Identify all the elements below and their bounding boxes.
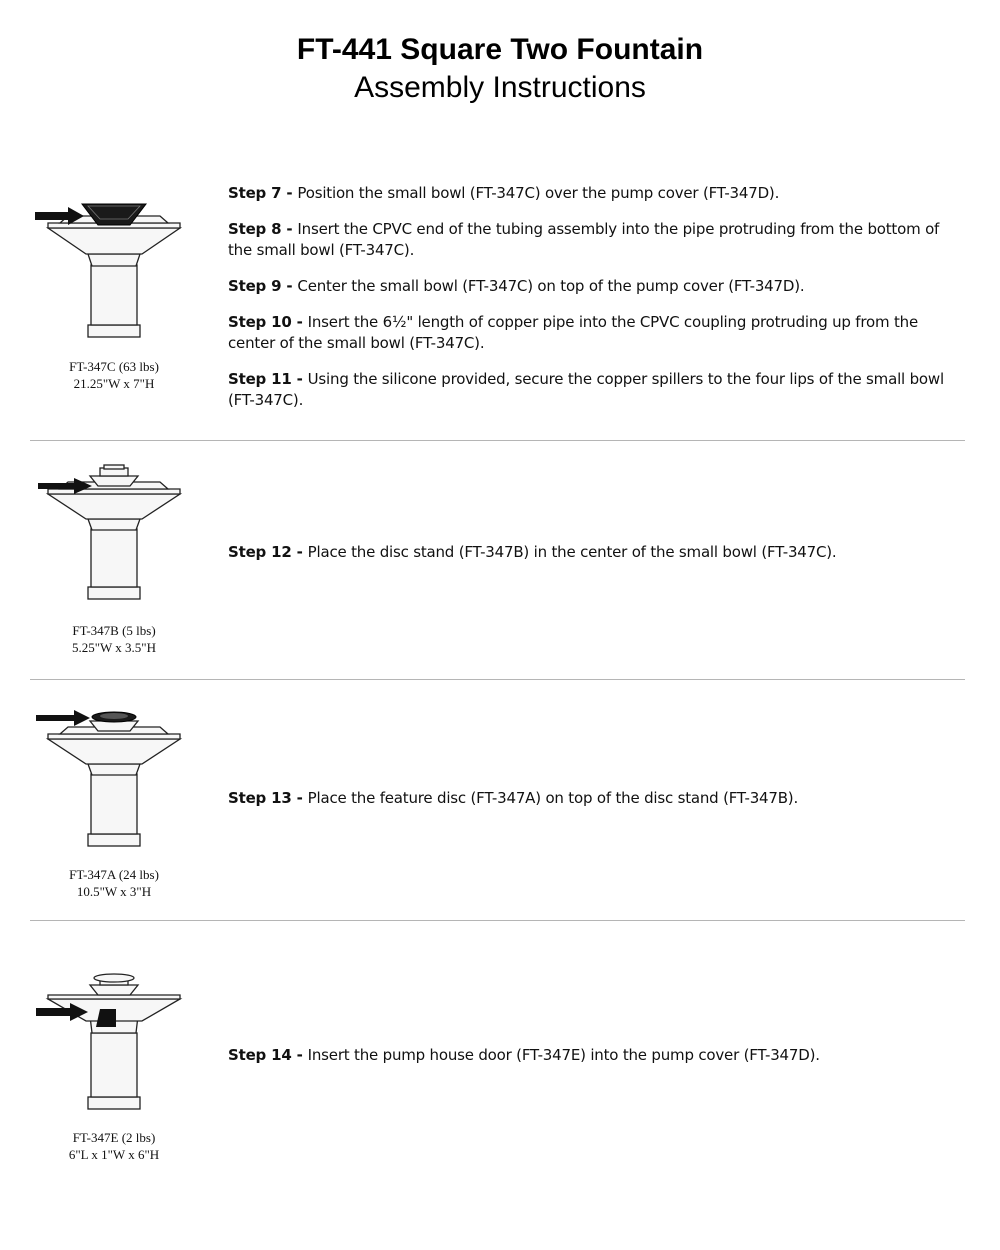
page-title: FT-441 Square Two Fountain <box>296 33 704 66</box>
step-number: Step 8 - <box>228 220 298 238</box>
steps-list <box>228 542 958 578</box>
steps-list <box>228 788 958 824</box>
part-caption-ft347e <box>30 1129 198 1163</box>
step-13 <box>228 788 958 809</box>
step-10 <box>228 312 958 354</box>
step-number: Step 11 - <box>228 370 308 388</box>
step-14 <box>228 1045 958 1066</box>
part-caption-ft347b <box>30 622 198 656</box>
part-label: FT-347B (5 lbs) <box>72 623 156 638</box>
part-label: FT-347E (2 lbs) <box>72 1130 156 1145</box>
step-text: Insert the CPVC end of the tubing assembly into the pipe protruding from the bottom of the small bowl (FT-347C). <box>228 220 940 259</box>
step-7 <box>228 183 958 204</box>
step-number: Step 7 - <box>228 184 298 202</box>
fountain-illustration-disc-stand <box>30 463 200 608</box>
step-text: Position the small bowl (FT-347C) over the pump cover (FT-347D). <box>297 184 780 202</box>
step-number: Step 12 - <box>228 543 308 561</box>
assembly-section-small-bowl <box>0 0 1000 440</box>
step-number: Step 13 - <box>228 789 308 807</box>
part-label: FT-347C (63 lbs) <box>69 359 159 374</box>
step-text: Insert the pump house door (FT-347E) into the pump cover (FT-347D). <box>307 1046 820 1064</box>
step-text: Place the feature disc (FT-347A) on top of the disc stand (FT-347B). <box>307 789 799 807</box>
step-number: Step 10 - <box>228 313 308 331</box>
step-number: Step 9 - <box>228 277 298 295</box>
part-label: FT-347A (24 lbs) <box>69 867 159 882</box>
steps-list <box>228 1045 958 1081</box>
part-caption-ft347c <box>30 358 198 392</box>
step-text: Center the small bowl (FT-347C) on top of the pump cover (FT-347D). <box>297 277 805 295</box>
part-dimensions: 6"L x 1"W x 6"H <box>68 1147 160 1162</box>
fountain-disc-stand-icon <box>30 463 200 608</box>
step-8 <box>228 219 958 261</box>
step-number: Step 14 - <box>228 1046 308 1064</box>
step-text: Insert the 6½" length of copper pipe into the CPVC coupling protruding up from the center of the small bowl (FT-347C). <box>228 313 918 352</box>
assembly-section-disc-stand <box>0 441 1000 679</box>
part-caption-ft347a <box>30 866 198 900</box>
step-text: Using the silicone provided, secure the copper spillers to the four lips of the small bowl (FT-347C). <box>228 370 944 409</box>
step-9 <box>228 276 958 297</box>
part-dimensions: 10.5"W x 3"H <box>76 884 152 899</box>
fountain-pump-door-icon <box>30 971 200 1116</box>
part-dimensions: 21.25"W x 7"H <box>73 376 155 391</box>
fountain-illustration-pump-door <box>30 971 200 1116</box>
assembly-section-feature-disc <box>0 680 1000 920</box>
assembly-section-pump-door <box>0 921 1000 1250</box>
page-subtitle: Assembly Instructions <box>354 71 646 104</box>
fountain-small-bowl-icon <box>30 192 200 347</box>
step-text: Place the disc stand (FT-347B) in the center of the small bowl (FT-347C). <box>307 543 837 561</box>
fountain-feature-disc-icon <box>30 708 200 853</box>
step-12 <box>228 542 958 563</box>
steps-list <box>228 183 958 426</box>
fountain-illustration-feature-disc <box>30 708 200 853</box>
step-11 <box>228 369 958 411</box>
part-dimensions: 5.25"W x 3.5"H <box>71 640 157 655</box>
fountain-illustration-small-bowl <box>30 192 200 347</box>
